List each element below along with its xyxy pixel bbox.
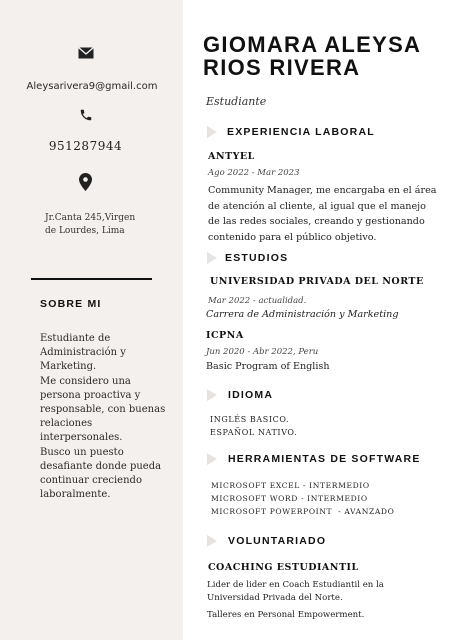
software-item: MICROSOFT WORD - INTERMEDIO xyxy=(211,494,368,503)
about-line: Marketing. xyxy=(40,361,97,373)
software-item: MICROSOFT EXCEL - INTERMEDIO xyxy=(211,481,370,490)
section-arrow-icon xyxy=(207,126,217,138)
education-dates: Mar 2022 - actualidad. xyxy=(208,296,307,306)
education-program: Basic Program of English xyxy=(206,361,330,372)
address-line-1: Jr.Canta 245,Virgen xyxy=(45,213,136,223)
experience-line: de atención al cliente, al igual que el manejo xyxy=(208,200,426,212)
about-line: Busco un puesto xyxy=(40,446,124,458)
phone-icon xyxy=(78,107,94,123)
experience-company: ANTYEL xyxy=(208,151,255,162)
education-program: Carrera de Administración y Marketing xyxy=(206,309,399,320)
education-school: UNIVERSIDAD PRIVADA DEL NORTE xyxy=(210,276,424,287)
sidebar-divider xyxy=(31,278,152,280)
education-school: ICPNA xyxy=(206,330,244,341)
email-text: Aleysarivera9@gmail.com xyxy=(26,81,158,92)
section-arrow-icon xyxy=(207,535,217,547)
about-line: laboralmente. xyxy=(40,489,111,501)
language-item: ESPAÑOL NATIVO. xyxy=(210,428,298,437)
software-item: MICROSOFT POWERPOINT - AVANZADO xyxy=(211,507,395,516)
about-line: Estudiante de xyxy=(40,333,111,344)
sidebar xyxy=(0,0,183,640)
experience-title: EXPERIENCIA LABORAL xyxy=(227,126,375,138)
section-arrow-icon xyxy=(207,389,217,401)
volunteer-description xyxy=(207,579,384,605)
about-line: relaciones xyxy=(40,418,93,430)
about-line: continuar creciendo xyxy=(40,475,142,487)
volunteer-line: Universidad Privada del Norte. xyxy=(207,593,343,603)
about-line: desafiante donde pueda xyxy=(40,460,162,472)
about-line: Administración y xyxy=(40,347,126,359)
experience-line: de las redes sociales, creando y gestionando xyxy=(208,216,425,227)
about-line: interpersonales. xyxy=(40,432,123,444)
about-line: persona proactiva y xyxy=(40,389,141,401)
experience-line: contenido para el público objetivo. xyxy=(208,231,377,243)
about-title: SOBRE MI xyxy=(40,298,102,310)
experience-dates: Ago 2022 - Mar 2023 xyxy=(208,168,300,178)
location-pin-icon xyxy=(77,172,93,192)
volunteer-org: COACHING ESTUDIANTIL xyxy=(208,562,359,573)
section-arrow-icon xyxy=(207,252,217,264)
language-item: INGLÉS BASICO. xyxy=(210,415,290,424)
education-title: ESTUDIOS xyxy=(225,252,289,264)
volunteer-line: Lider de lider en Coach Estudiantil en la xyxy=(207,580,384,590)
about-text xyxy=(40,332,180,502)
phone-text: 951287944 xyxy=(48,139,123,153)
role: Estudiante xyxy=(206,95,267,108)
languages-title: IDIOMA xyxy=(228,389,274,401)
about-line: responsable, con buenas xyxy=(40,404,166,416)
volunteer-title: VOLUNTARIADO xyxy=(228,535,327,547)
address-line-2: de Lourdes, Lima xyxy=(45,225,125,236)
education-dates: Jun 2020 - Abr 2022, Peru xyxy=(206,347,319,357)
name-line-1: GIOMARA ALEYSA xyxy=(203,32,422,57)
about-line: Me considero una xyxy=(40,375,131,387)
section-arrow-icon xyxy=(207,453,217,465)
software-title: HERRAMIENTAS DE SOFTWARE xyxy=(228,453,421,465)
volunteer-line: Talleres en Personal Empowerment. xyxy=(207,610,365,620)
envelope-icon xyxy=(77,46,95,60)
name-line-2: RIOS RIVERA xyxy=(203,55,361,80)
address xyxy=(45,212,135,237)
experience-description xyxy=(208,183,448,245)
experience-line: Community Manager, me encargaba en el área xyxy=(208,185,437,196)
